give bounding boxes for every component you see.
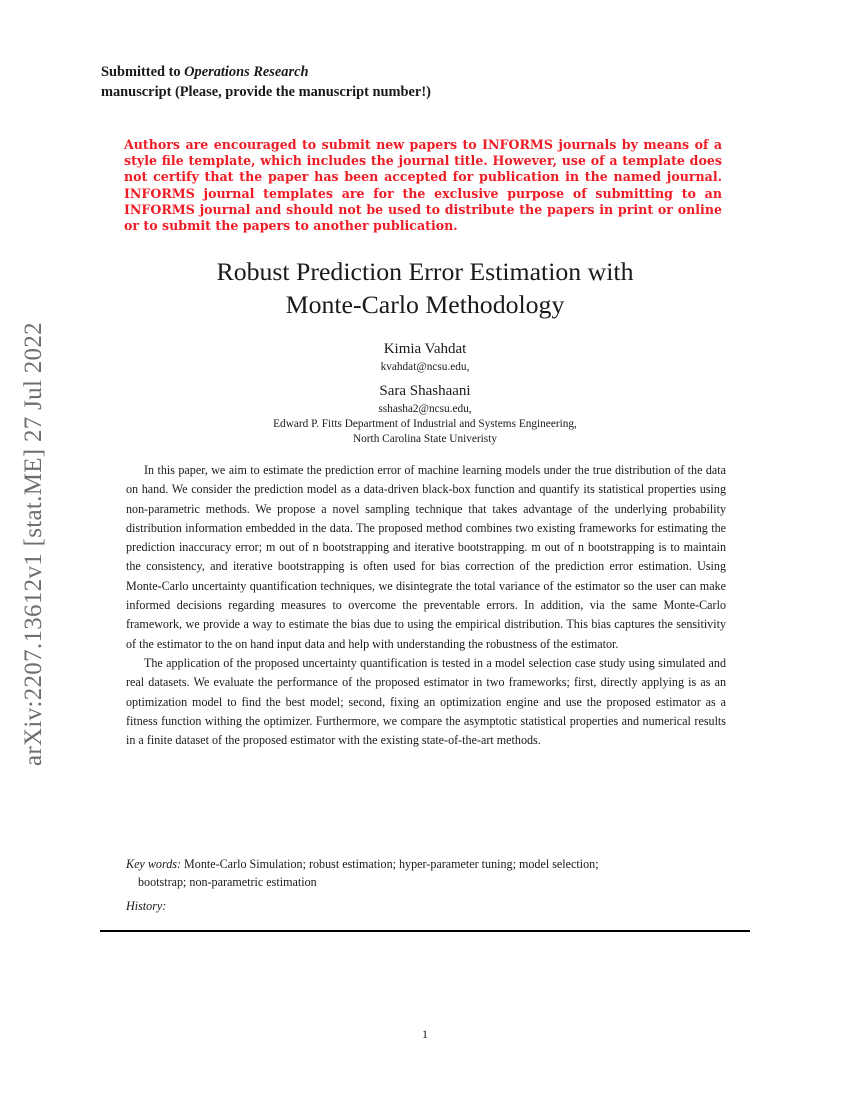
keywords-line-1: Monte-Carlo Simulation; robust estimation; hyper-parameter tuning; model selection; <box>184 857 599 871</box>
history-label: History <box>126 899 163 913</box>
page-number: 1 <box>422 1027 428 1041</box>
title-line-1: Robust Prediction Error Estimation with <box>216 257 634 286</box>
manuscript-header <box>101 62 431 102</box>
affiliation-line-2: North Carolina State Univeristy <box>352 432 497 445</box>
keywords-label: Key words <box>126 857 177 871</box>
author-email: sshasha2@ncsu.edu, <box>378 403 472 415</box>
abstract-paragraph-1: In this paper, we aim to estimate the prediction error of machine learning models under the true distribution of the data on hand. We consider the prediction model as a data-driven black-box function and quantify its statistical properties using non-parametric methods. We propose a novel sampling technique that takes advantage of the underlying probability distribution information embedded in the data. The proposed method combines two existing frameworks for estimating the prediction inaccuracy error; m out of n bootstrapping and iterative bootstrapping. m out of n bootstrapping is to maintain the consistency, and iterative bootstrapping is often used for bias correction of the prediction error estimation. Using Monte-Carlo uncertainty quantification techniques, we disintegrate the total variance of the estimator so the user can make informed decisions regarding measures to overcome the preventable errors. In addition, via the same Monte-Carlo framework, we provide a way to estimate the bias due to using the empirical distribution. This bias captures the sensitivity of the estimator to the on hand input data and help with understanding the robustness of the estimator. <box>126 463 726 651</box>
informs-notice: Authors are encouraged to submit new papers to INFORMS journals by means of a style file template, which includes the journal title. However, use of a template does not certify that the paper has been accepted for publication in the named journal. INFORMS journal templates are for the exclusive purpose of submitting to an INFORMS journal and should not be used to distribute the papers in print or online or to submit the papers to another publication. <box>124 137 722 234</box>
keywords: Key words: Monte-Carlo Simulation; robust estimation; hyper-parameter tuning; model selection; bootstrap; non-parametric estimation <box>126 855 726 891</box>
horizontal-rule <box>100 930 750 932</box>
journal-name: Operations Research <box>184 64 309 80</box>
author-name: Kimia Vahdat <box>383 341 467 357</box>
abstract <box>126 461 726 750</box>
abstract-paragraph-2: The application of the proposed uncertainty quantification is tested in a model selection case study using simulated and real datasets. We evaluate the performance of the proposed estimator in two frameworks; first, directly applying is as an optimization model to find the best model; second, fixing an optimization engine and use the proposed estimator as a fitness function withing the optimizer. Furthermore, we compare the asymptotic statistical properties and numerical results in a finite dataset of the proposed estimator with the existing state-of-the-art methods. <box>126 655 726 748</box>
arxiv-stamp <box>7 295 61 793</box>
title-line-2: Monte-Carlo Methodology <box>285 290 565 319</box>
arxiv-identifier: arXiv:2207.13612v1 [stat.ME] 27 Jul 2022 <box>20 322 48 766</box>
author-block <box>100 339 750 446</box>
manuscript-number: manuscript (Please, provide the manuscript number!) <box>101 84 431 100</box>
paper-title <box>100 255 750 321</box>
author-email: kvahdat@ncsu.edu, <box>380 361 470 373</box>
keywords-line-2: bootstrap; non-parametric estimation <box>138 875 317 889</box>
submitted-prefix: Submitted to <box>101 64 185 80</box>
history: History: <box>126 899 167 913</box>
affiliation-line-1: Edward P. Fitts Department of Industrial and Systems Engineering, <box>273 418 577 430</box>
submission-line <box>101 62 431 82</box>
author-name: Sara Shashaani <box>379 383 471 399</box>
